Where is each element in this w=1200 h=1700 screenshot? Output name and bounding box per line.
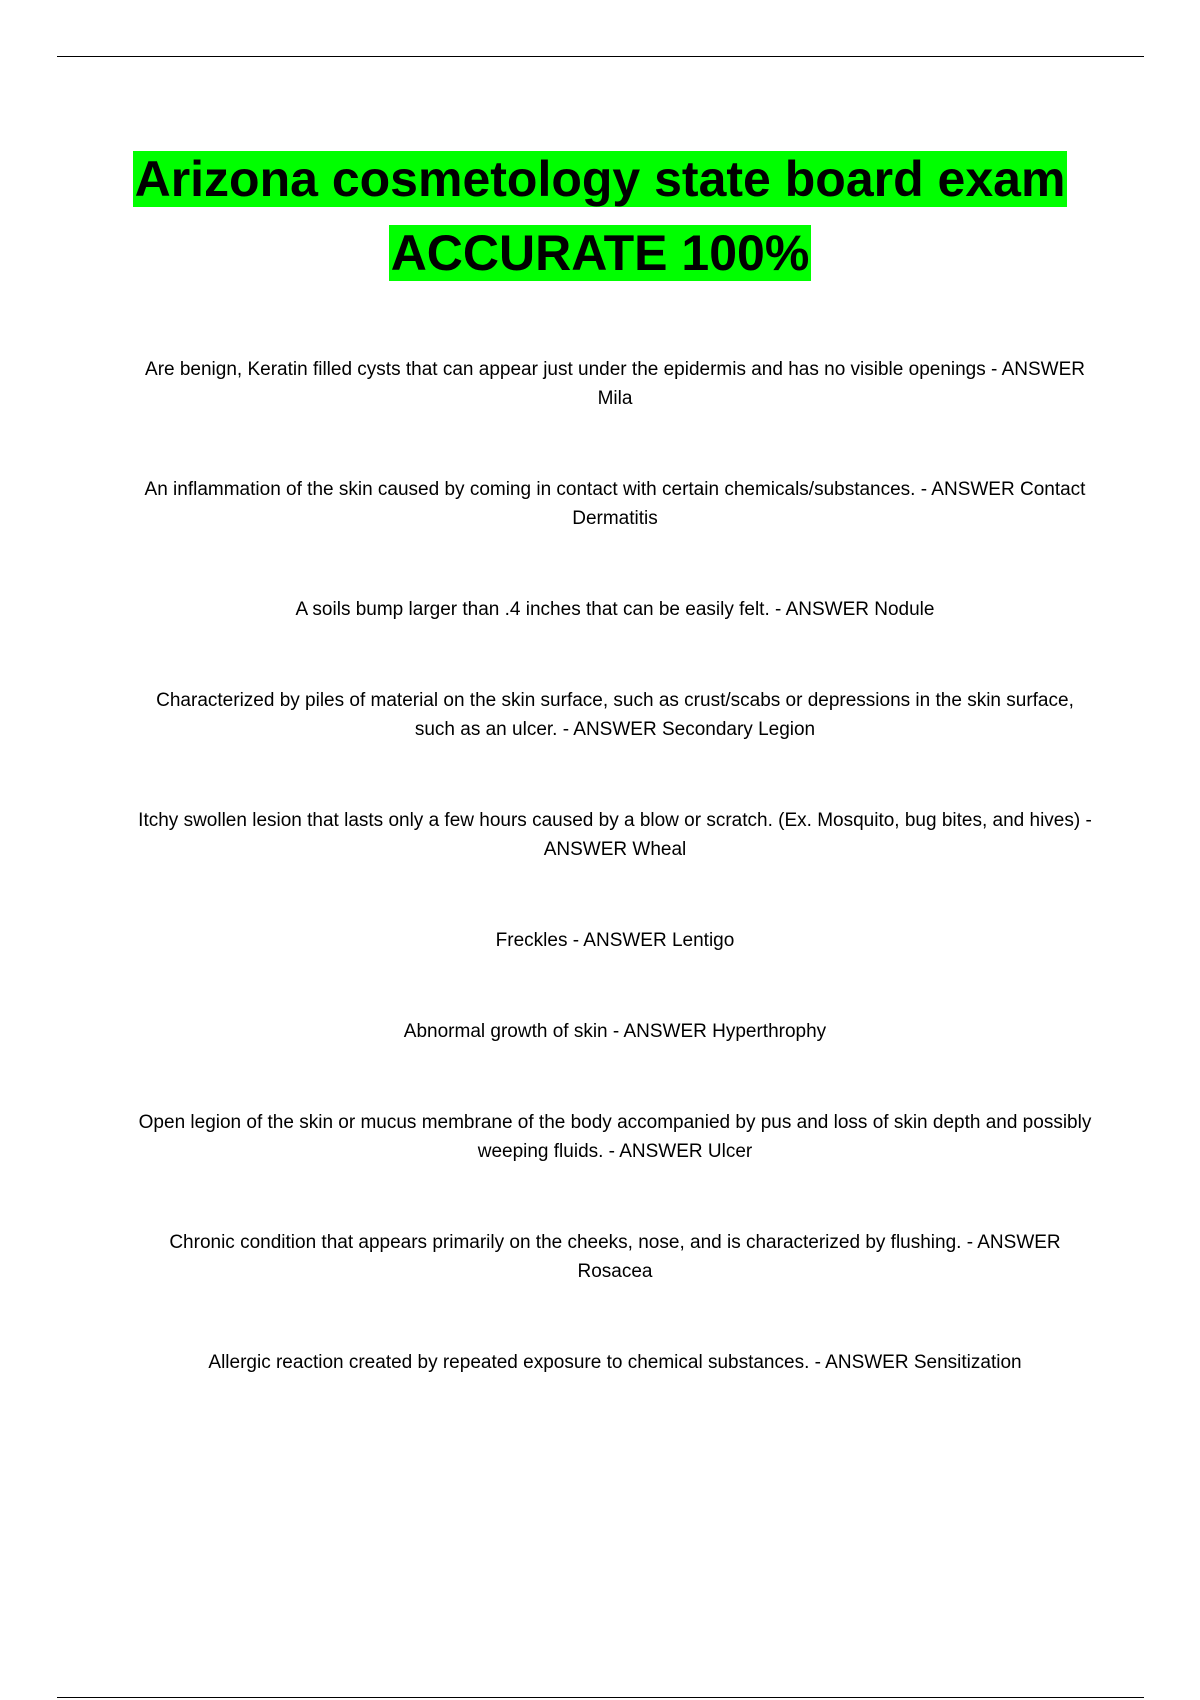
qa-item: An inflammation of the skin caused by coming in contact with certain chemicals/substances. - ANSWER Contact Dermatitis <box>144 479 1086 529</box>
qa-item: Are benign, Keratin filled cysts that can appear just under the epidermis and has no visible openings - ANSWER Mila <box>145 359 1085 409</box>
qa-item: Open legion of the skin or mucus membrane of the body accompanied by pus and loss of skin depth and possibly weeping fluids. - ANSWER Ulcer <box>138 1112 1092 1162</box>
qa-item: Freckles - ANSWER Lentigo <box>495 930 735 951</box>
title-line-2: ACCURATE 100% <box>390 225 810 281</box>
title-line-1: Arizona cosmetology state board exam <box>134 151 1066 207</box>
top-rule <box>57 56 1144 57</box>
qa-item: Abnormal growth of skin - ANSWER Hyperthrophy <box>403 1021 827 1042</box>
qa-item: Itchy swollen lesion that lasts only a few hours caused by a blow or scratch. (Ex. Mosquito, bug bites, and hives) - ANSWER Wheal <box>138 810 1092 860</box>
qa-item: Allergic reaction created by repeated exposure to chemical substances. - ANSWER Sensitization <box>208 1352 1022 1373</box>
qa-item: Chronic condition that appears primarily on the cheeks, nose, and is characterized by flushing. - ANSWER Rosacea <box>169 1232 1061 1282</box>
qa-item: Characterized by piles of material on the skin surface, such as crust/scabs or depressions in the skin surface, such as an ulcer. - ANSWER Secondary Legion <box>156 690 1074 740</box>
document-title <box>100 142 1100 290</box>
bottom-rule <box>57 1697 1144 1698</box>
qa-item: A soils bump larger than .4 inches that can be easily felt. - ANSWER Nodule <box>295 599 935 620</box>
